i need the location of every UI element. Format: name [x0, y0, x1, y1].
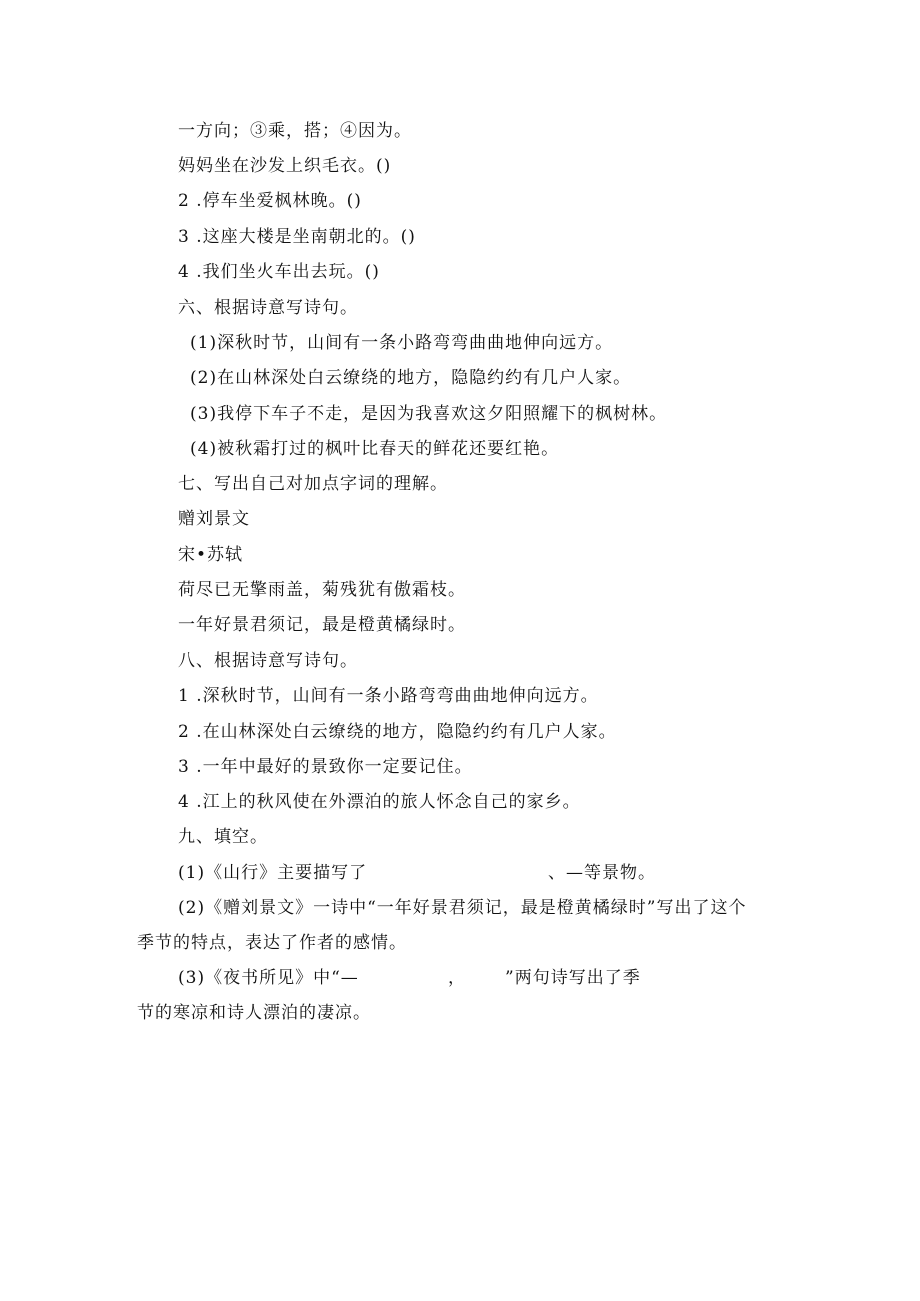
section-heading: 八、根据诗意写诗句。 [178, 651, 358, 671]
fill-blank-question-end: ”两句诗写出了季 [505, 968, 641, 988]
text-line: 1 .深秋时节，山间有一条小路弯弯曲曲地伸向远方。 [178, 686, 599, 706]
fill-blank-comma: ， [448, 968, 466, 988]
section-heading: 七、写出自己对加点字词的理解。 [178, 474, 448, 494]
text-line: 节的寒凉和诗人漂泊的凄凉。 [137, 1003, 371, 1023]
fill-blank-question: (3)《夜书所见》中“— [178, 968, 359, 988]
fill-blank-question-end: 、—等景物。 [548, 863, 656, 883]
text-line: 季节的特点，表达了作者的感情。 [137, 933, 407, 953]
text-line: (1)深秋时节，山间有一条小路弯弯曲曲地伸向远方。 [190, 333, 614, 353]
text-line: 一方向；③乘，搭；④因为。 [178, 121, 412, 141]
text-line: 3 .这座大楼是坐南朝北的。() [178, 227, 416, 247]
text-line: 妈妈坐在沙发上织毛衣。() [178, 156, 392, 176]
poem-title: 赠刘景文 [178, 509, 250, 529]
section-heading: 六、根据诗意写诗句。 [178, 298, 358, 318]
text-line: (4)被秋霜打过的枫叶比春天的鲜花还要红艳。 [190, 439, 560, 459]
text-line: 2 .停车坐爱枫林晚。() [178, 191, 362, 211]
text-line: (3)我停下车子不走，是因为我喜欢这夕阳照耀下的枫树林。 [190, 404, 668, 424]
section-heading: 九、填空。 [178, 827, 268, 847]
text-line: 4 .我们坐火车出去玩。() [178, 262, 380, 282]
text-line: 4 .江上的秋风使在外漂泊的旅人怀念自己的家乡。 [178, 792, 581, 812]
fill-blank-question: (1)《山行》主要描写了 [178, 863, 368, 883]
text-line: 3 .一年中最好的景致你一定要记住。 [178, 757, 473, 777]
text-line: 2 .在山林深处白云缭绕的地方，隐隐约约有几户人家。 [178, 722, 617, 742]
poem-author: 宋•苏轼 [178, 545, 244, 565]
poem-line: 一年好景君须记，最是橙黄橘绿时。 [178, 615, 466, 635]
poem-line: 荷尽已无擎雨盖，菊残犹有傲霜枝。 [178, 580, 466, 600]
fill-blank-question: (2)《赠刘景文》一诗中“一年好景君须记，最是橙黄橘绿时”写出了这个 [178, 898, 747, 918]
text-line: (2)在山林深处白云缭绕的地方，隐隐约约有几户人家。 [190, 368, 632, 388]
